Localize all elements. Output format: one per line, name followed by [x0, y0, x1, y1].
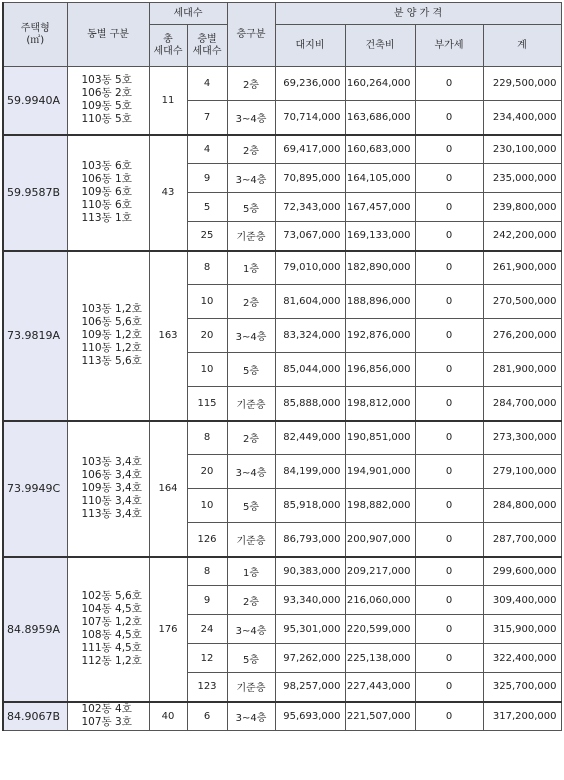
floor-cell: 기준층: [227, 673, 275, 702]
floor-units-cell: 5: [187, 193, 227, 222]
total-price-cell: 299,600,000: [483, 557, 561, 586]
vat-cell: 0: [415, 489, 483, 523]
floor-units-cell: 10: [187, 353, 227, 387]
total-price-cell: 235,000,000: [483, 164, 561, 193]
floor-units-cell: 7: [187, 101, 227, 135]
total-price-cell: 239,800,000: [483, 193, 561, 222]
land-price-cell: 70,714,000: [275, 101, 345, 135]
housing-type-cell: 84.8959A: [3, 557, 67, 702]
floor-units-cell: 20: [187, 319, 227, 353]
vat-cell: 0: [415, 702, 483, 731]
total-price-cell: 273,300,000: [483, 421, 561, 455]
building-price-cell: 182,890,000: [345, 251, 415, 285]
total-units-cell: 11: [149, 67, 187, 135]
building-price-cell: 221,507,000: [345, 702, 415, 731]
header-type-label: 주택형: [20, 22, 50, 34]
vat-cell: 0: [415, 644, 483, 673]
floor-units-cell: 10: [187, 489, 227, 523]
building-price-cell: 190,851,000: [345, 421, 415, 455]
land-price-cell: 81,604,000: [275, 285, 345, 319]
floor-units-cell: 8: [187, 557, 227, 586]
dong-list-cell: 103동 3,4호 106동 3,4호 109동 3,4호 110동 3,4호 113동 3,4호: [67, 421, 149, 557]
vat-cell: 0: [415, 135, 483, 164]
header-vat: 부가세: [415, 25, 483, 67]
land-price-cell: 82,449,000: [275, 421, 345, 455]
land-price-cell: 95,301,000: [275, 615, 345, 644]
floor-cell: 5층: [227, 353, 275, 387]
building-price-cell: 227,443,000: [345, 673, 415, 702]
table-row: [3, 702, 561, 731]
building-price-cell: 160,264,000: [345, 67, 415, 101]
header-land: 대지비: [275, 25, 345, 67]
vat-cell: 0: [415, 586, 483, 615]
land-price-cell: 85,888,000: [275, 387, 345, 421]
building-price-cell: 196,856,000: [345, 353, 415, 387]
floor-units-cell: 4: [187, 135, 227, 164]
total-price-cell: 230,100,000: [483, 135, 561, 164]
table-row: [3, 135, 561, 164]
land-price-cell: 85,044,000: [275, 353, 345, 387]
vat-cell: 0: [415, 387, 483, 421]
land-price-cell: 85,918,000: [275, 489, 345, 523]
vat-cell: 0: [415, 421, 483, 455]
vat-cell: 0: [415, 319, 483, 353]
building-price-cell: 198,812,000: [345, 387, 415, 421]
land-price-cell: 79,010,000: [275, 251, 345, 285]
building-price-cell: 169,133,000: [345, 222, 415, 251]
header-type: [3, 3, 67, 67]
total-units-cell: 163: [149, 251, 187, 421]
floor-units-cell: 9: [187, 164, 227, 193]
total-price-cell: 229,500,000: [483, 67, 561, 101]
building-price-cell: 225,138,000: [345, 644, 415, 673]
header-sum: 계: [483, 25, 561, 67]
total-units-cell: 43: [149, 135, 187, 251]
building-price-cell: 216,060,000: [345, 586, 415, 615]
total-units-cell: 164: [149, 421, 187, 557]
floor-cell: 5층: [227, 489, 275, 523]
total-price-cell: 317,200,000: [483, 702, 561, 731]
land-price-cell: 90,383,000: [275, 557, 345, 586]
floor-cell: 2층: [227, 586, 275, 615]
building-price-cell: 220,599,000: [345, 615, 415, 644]
floor-units-cell: 12: [187, 644, 227, 673]
table-row: [3, 251, 561, 285]
floor-cell: 2층: [227, 421, 275, 455]
vat-cell: 0: [415, 222, 483, 251]
vat-cell: 0: [415, 557, 483, 586]
floor-units-cell: 8: [187, 251, 227, 285]
land-price-cell: 86,793,000: [275, 523, 345, 557]
header-total-units: 총 세대수: [149, 25, 187, 67]
housing-type-cell: 59.9587B: [3, 135, 67, 251]
header-price: 분 양 가 격: [275, 3, 561, 25]
building-price-cell: 198,882,000: [345, 489, 415, 523]
total-price-cell: 325,700,000: [483, 673, 561, 702]
floor-cell: 1층: [227, 557, 275, 586]
floor-units-cell: 115: [187, 387, 227, 421]
total-price-cell: 270,500,000: [483, 285, 561, 319]
floor-cell: 기준층: [227, 222, 275, 251]
total-price-cell: 234,400,000: [483, 101, 561, 135]
vat-cell: 0: [415, 673, 483, 702]
total-units-cell: 40: [149, 702, 187, 731]
dong-list-cell: 103동 6호 106동 1호 109동 6호 110동 6호 113동 1호: [67, 135, 149, 251]
building-price-cell: 188,896,000: [345, 285, 415, 319]
vat-cell: 0: [415, 164, 483, 193]
header-floor: 층구분: [227, 3, 275, 67]
housing-type-cell: 73.9949C: [3, 421, 67, 557]
table-header: [3, 3, 561, 67]
land-price-cell: 70,895,000: [275, 164, 345, 193]
header-type-unit: (㎡): [26, 34, 45, 46]
floor-units-cell: 8: [187, 421, 227, 455]
total-price-cell: 276,200,000: [483, 319, 561, 353]
vat-cell: 0: [415, 615, 483, 644]
land-price-cell: 73,067,000: [275, 222, 345, 251]
building-price-cell: 163,686,000: [345, 101, 415, 135]
land-price-cell: 95,693,000: [275, 702, 345, 731]
building-price-cell: 192,876,000: [345, 319, 415, 353]
floor-cell: 3~4층: [227, 319, 275, 353]
total-price-cell: 287,700,000: [483, 523, 561, 557]
housing-type-cell: 84.9067B: [3, 702, 67, 731]
land-price-cell: 72,343,000: [275, 193, 345, 222]
header-floor-units: 층별 세대수: [187, 25, 227, 67]
floor-cell: 3~4층: [227, 615, 275, 644]
total-price-cell: 261,900,000: [483, 251, 561, 285]
floor-units-cell: 10: [187, 285, 227, 319]
building-price-cell: 194,901,000: [345, 455, 415, 489]
total-units-cell: 176: [149, 557, 187, 702]
vat-cell: 0: [415, 523, 483, 557]
floor-cell: 5층: [227, 193, 275, 222]
land-price-cell: 83,324,000: [275, 319, 345, 353]
floor-units-cell: 4: [187, 67, 227, 101]
vat-cell: 0: [415, 193, 483, 222]
housing-type-cell: 59.9940A: [3, 67, 67, 135]
floor-cell: 5층: [227, 644, 275, 673]
vat-cell: 0: [415, 67, 483, 101]
floor-units-cell: 126: [187, 523, 227, 557]
total-price-cell: 284,800,000: [483, 489, 561, 523]
building-price-cell: 200,907,000: [345, 523, 415, 557]
vat-cell: 0: [415, 285, 483, 319]
floor-cell: 2층: [227, 285, 275, 319]
dong-list-cell: 103동 5호 106동 2호 109동 5호 110동 5호: [67, 67, 149, 135]
floor-cell: 2층: [227, 67, 275, 101]
table-row: [3, 557, 561, 586]
floor-units-cell: 123: [187, 673, 227, 702]
floor-cell: 3~4층: [227, 164, 275, 193]
floor-units-cell: 20: [187, 455, 227, 489]
header-units: 세대수: [149, 3, 227, 25]
price-table: [2, 2, 562, 731]
vat-cell: 0: [415, 353, 483, 387]
floor-cell: 1층: [227, 251, 275, 285]
building-price-cell: 209,217,000: [345, 557, 415, 586]
vat-cell: 0: [415, 251, 483, 285]
floor-units-cell: 25: [187, 222, 227, 251]
land-price-cell: 84,199,000: [275, 455, 345, 489]
dong-list-cell: 102동 4호 107동 3호: [67, 702, 149, 731]
floor-cell: 3~4층: [227, 455, 275, 489]
floor-units-cell: 9: [187, 586, 227, 615]
floor-units-cell: 24: [187, 615, 227, 644]
total-price-cell: 242,200,000: [483, 222, 561, 251]
housing-type-cell: 73.9819A: [3, 251, 67, 421]
floor-cell: 2층: [227, 135, 275, 164]
building-price-cell: 167,457,000: [345, 193, 415, 222]
total-price-cell: 322,400,000: [483, 644, 561, 673]
vat-cell: 0: [415, 455, 483, 489]
header-dong: 동별 구분: [67, 3, 149, 67]
floor-units-cell: 6: [187, 702, 227, 731]
land-price-cell: 98,257,000: [275, 673, 345, 702]
total-price-cell: 279,100,000: [483, 455, 561, 489]
total-price-cell: 281,900,000: [483, 353, 561, 387]
land-price-cell: 97,262,000: [275, 644, 345, 673]
total-price-cell: 309,400,000: [483, 586, 561, 615]
floor-cell: 기준층: [227, 387, 275, 421]
floor-cell: 3~4층: [227, 101, 275, 135]
land-price-cell: 69,417,000: [275, 135, 345, 164]
dong-list-cell: 103동 1,2호 106동 5,6호 109동 1,2호 110동 1,2호 113동 5,6호: [67, 251, 149, 421]
dong-list-cell: 102동 5,6호 104동 4,5호 107동 1,2호 108동 4,5호 111동 4,5호 112동 1,2호: [67, 557, 149, 702]
land-price-cell: 69,236,000: [275, 67, 345, 101]
total-price-cell: 284,700,000: [483, 387, 561, 421]
table-row: [3, 67, 561, 101]
table-row: [3, 421, 561, 455]
table-body: [3, 67, 561, 731]
floor-cell: 3~4층: [227, 702, 275, 731]
building-price-cell: 164,105,000: [345, 164, 415, 193]
floor-cell: 기준층: [227, 523, 275, 557]
header-building: 건축비: [345, 25, 415, 67]
land-price-cell: 93,340,000: [275, 586, 345, 615]
vat-cell: 0: [415, 101, 483, 135]
building-price-cell: 160,683,000: [345, 135, 415, 164]
total-price-cell: 315,900,000: [483, 615, 561, 644]
